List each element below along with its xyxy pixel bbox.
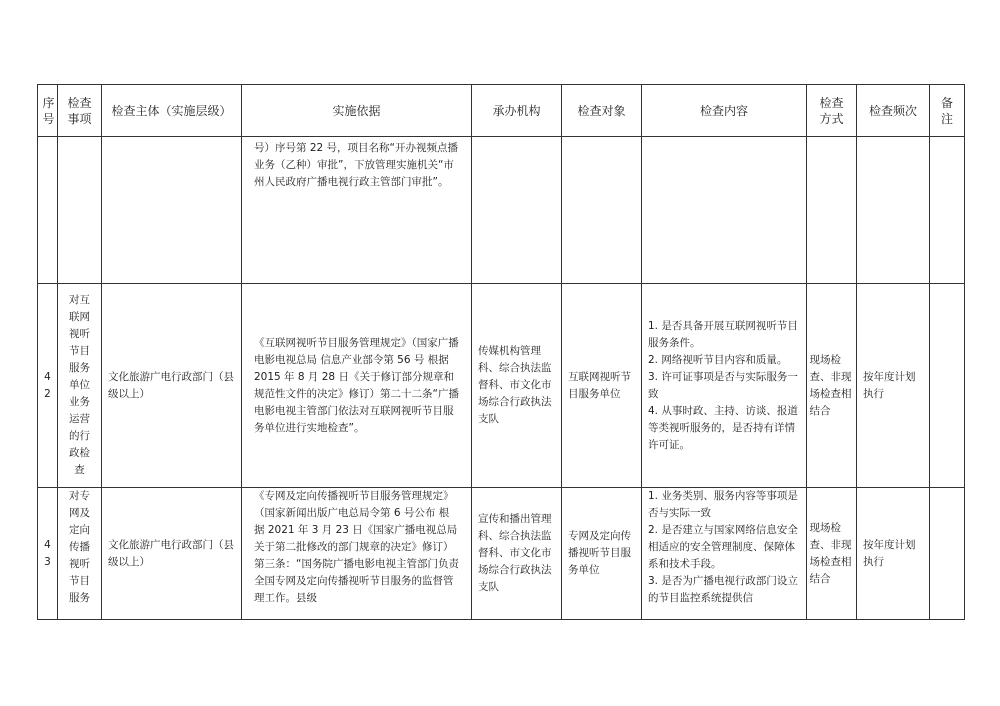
row-method: 现场检查、非现场检查相结合 bbox=[807, 284, 857, 488]
row-method: 现场检查、非现场检查相结合 bbox=[807, 488, 857, 620]
header-seq: 序号 bbox=[38, 85, 58, 137]
content-line: 1. 是否具备开展互联网视听节目服务条件。 bbox=[648, 319, 798, 349]
content-line: 1. 业务类别、服务内容等事项是否与实际一致 bbox=[648, 490, 798, 519]
row-basis: 《互联网视听节目服务管理规定》（国家广播电影电视总局 信息产业部令第 56 号 根据 2015 年 8 月 28 日《关于修订部分规章和规范性文件的决定》修订）第二十二条“广播电影电视主管部门依法对互联网视听节目服务单位进行实地检查”。 bbox=[242, 284, 472, 488]
header-basis: 实施依据 bbox=[242, 85, 472, 137]
header-freq: 检查频次 bbox=[857, 85, 930, 137]
row-seq: 43 bbox=[38, 488, 58, 620]
table-row bbox=[38, 488, 965, 620]
row-item: 对互联网视听节目服务单位业务运营的行政检查 bbox=[58, 284, 102, 488]
header-row bbox=[38, 85, 965, 137]
row-org bbox=[472, 137, 562, 284]
content-line: 4. 从事时政、主持、访谈、报道等类视听服务的，是否持有详情许可证。 bbox=[648, 404, 798, 451]
table-row bbox=[38, 284, 965, 488]
row-target bbox=[562, 137, 642, 284]
content-line: 3. 许可证事项是否与实际服务一致 bbox=[648, 370, 798, 400]
row-subject bbox=[102, 137, 242, 284]
header-target: 检查对象 bbox=[562, 85, 642, 137]
row-method bbox=[807, 137, 857, 284]
row-basis: 号）序号第 22 号，项目名称“开办视频点播业务（乙种）审批”，下放管理实施机关“市州人民政府广播电视行政主管部门审批”。 bbox=[242, 137, 472, 284]
table-row bbox=[38, 137, 965, 284]
row-remark bbox=[930, 284, 965, 488]
header-content: 检查内容 bbox=[642, 85, 807, 137]
header-subject: 检查主体（实施层级） bbox=[102, 85, 242, 137]
row-org: 传媒机构管理科、综合执法监督科、市文化市场综合行政执法支队 bbox=[472, 284, 562, 488]
row-org: 宣传和播出管理科、综合执法监督科、市文化市场综合行政执法支队 bbox=[472, 488, 562, 620]
row-remark bbox=[930, 137, 965, 284]
row-target: 互联网视听节目服务单位 bbox=[562, 284, 642, 488]
row-freq: 按年度计划执行 bbox=[857, 284, 930, 488]
header-remark: 备注 bbox=[930, 85, 965, 137]
row-remark bbox=[930, 488, 965, 620]
row-subject: 文化旅游广电行政部门（县级以上） bbox=[102, 284, 242, 488]
row-content bbox=[642, 284, 807, 488]
header-method: 检查方式 bbox=[807, 85, 857, 137]
row-target: 专网及定向传播视听节目服务单位 bbox=[562, 488, 642, 620]
row-content bbox=[642, 488, 807, 620]
row-freq bbox=[857, 137, 930, 284]
row-seq: 42 bbox=[38, 284, 58, 488]
row-seq bbox=[38, 137, 58, 284]
row-content bbox=[642, 137, 807, 284]
inspection-table bbox=[37, 84, 965, 620]
row-basis: 《专网及定向传播视听节目服务管理规定》（国家新闻出版广电总局令第 6 号公布 根据 2021 年 3 月 23 日《国家广播电视总局关于第二批修改的部门规章的决定》修订）第三条：“国务院广播电影电视主管部门负责全国专网及定向传播视听节目服务的监督管理工作。县级 bbox=[242, 488, 472, 620]
row-item bbox=[58, 137, 102, 284]
row-freq: 按年度计划执行 bbox=[857, 488, 930, 620]
content-line: 3. 是否为广播电视行政部门设立的节目监控系统提供信 bbox=[648, 575, 798, 604]
row-subject: 文化旅游广电行政部门（县级以上） bbox=[102, 488, 242, 620]
content-line: 2. 网络视听节目内容和质量。 bbox=[648, 353, 788, 366]
row-item: 对专网及定向传播视听节目服务 bbox=[58, 488, 102, 620]
header-item: 检查事项 bbox=[58, 85, 102, 137]
header-org: 承办机构 bbox=[472, 85, 562, 137]
content-line: 2. 是否建立与国家网络信息安全相适应的安全管理制度、保障体系和技术手段。 bbox=[648, 524, 798, 570]
